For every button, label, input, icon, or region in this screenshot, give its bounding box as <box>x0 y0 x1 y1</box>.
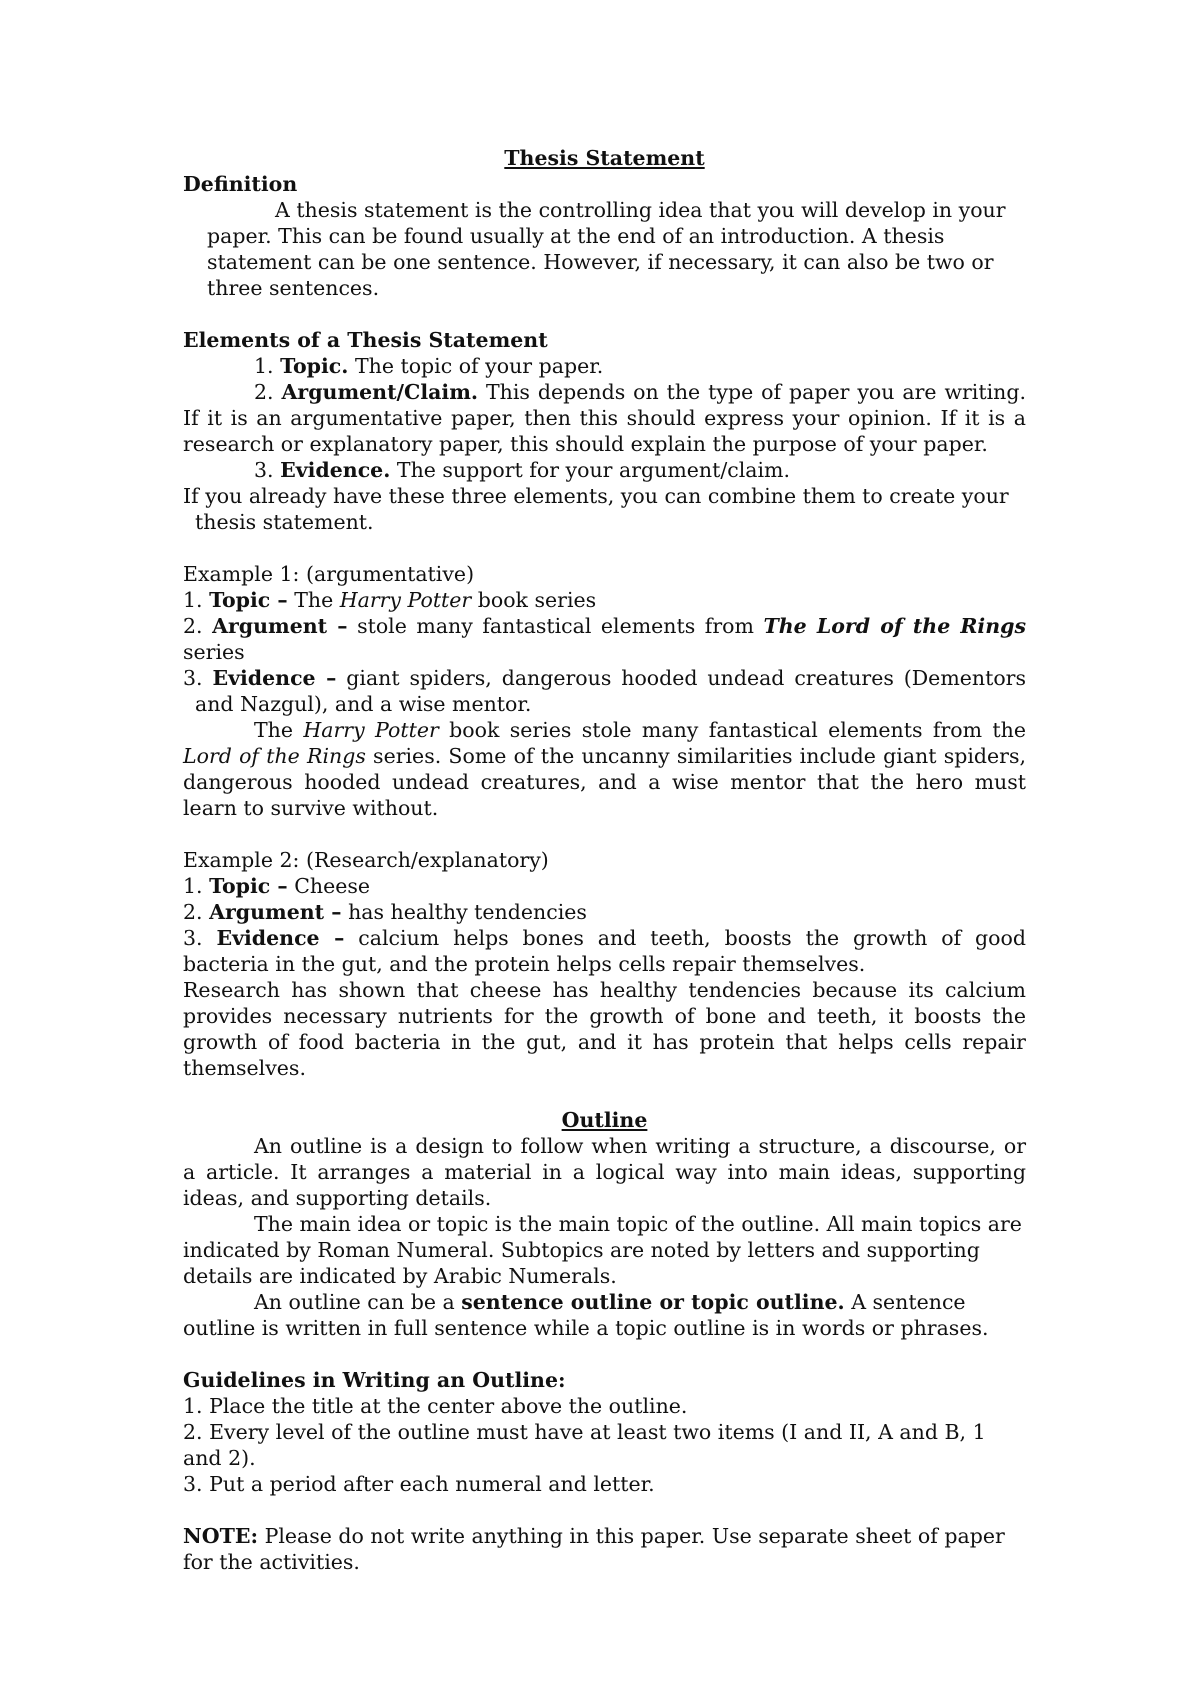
outline-paragraph-2: The main idea or topic is the main topic of the outline. All main topics are indicated by Roman Numeral. Subtopics are noted by letters and supporting details are indicated by Arabic Numerals. <box>183 1212 1022 1288</box>
example1-evidence: 3. Evidence – giant spiders, dangerous hooded undead creatures (Dementors and Nazgul), and a wise mentor. <box>183 666 1026 716</box>
example1-topic: 1. Topic – The Harry Potter book series <box>183 588 597 612</box>
guideline-item: 3. Put a period after each numeral and letter. <box>183 1472 655 1496</box>
element-item-topic: 1. Topic. The topic of your paper. <box>254 354 604 378</box>
example2-topic: 1. Topic – Cheese <box>183 874 370 898</box>
example2-heading: Example 2: (Research/explanatory) <box>183 848 549 872</box>
note-paragraph: NOTE: Please do not write anything in this paper. Use separate sheet of paper for the activities. <box>183 1524 1005 1574</box>
definition-heading: Definition <box>183 172 298 196</box>
element-item-argument: 2. Argument/Claim. This depends on the type of paper you are writing. If it is an argumentative paper, then this should express your opinion. If it is a research or explanatory paper, this should explain the purpose of your paper. <box>183 380 1026 456</box>
note-label: NOTE: <box>183 1524 259 1548</box>
example2-paragraph: Research has shown that cheese has healthy tendencies because its calcium provides necessary nutrients for the growth of bone and teeth, it boosts the growth of food bacteria in the gut, and it has protein that helps cells repair themselves. <box>183 978 1026 1080</box>
outline-title: Outline <box>561 1108 648 1132</box>
example2-argument: 2. Argument – has healthy tendencies <box>183 900 587 924</box>
example1-argument: 2. Argument – stole many fantastical elements from The Lord of the Rings series <box>183 614 1026 664</box>
element-item-evidence: 3. Evidence. The support for your argument/claim. <box>254 458 791 482</box>
guidelines-heading: Guidelines in Writing an Outline: <box>183 1368 566 1392</box>
elements-closing: If you already have these three elements, you can combine them to create your thesis statement. <box>183 484 1009 534</box>
guideline-item: 1. Place the title at the center above the outline. <box>183 1394 688 1418</box>
document-page <box>183 145 1026 1575</box>
page-title: Thesis Statement <box>504 146 705 170</box>
example1-heading: Example 1: (argumentative) <box>183 562 475 586</box>
definition-text: A thesis statement is the controlling idea that you will develop in your paper. This can be found usually at the end of an introduction. A thesis statement can be one sentence. However, if necessary, it can also be two or three sentences. <box>207 198 1006 300</box>
guideline-item: 2. Every level of the outline must have at least two items (I and II, A and B, 1 and 2). <box>183 1420 986 1470</box>
outline-paragraph-3: An outline can be a sentence outline or topic outline. A sentence outline is written in full sentence while a topic outline is in words or phrases. <box>183 1290 989 1340</box>
outline-paragraph-1: An outline is a design to follow when writing a structure, a discourse, or a article. It arranges a material in a logical way into main ideas, supporting ideas, and supporting details. <box>183 1134 1026 1210</box>
example2-evidence: 3. Evidence – calcium helps bones and teeth, boosts the growth of good bacteria in the gut, and the protein helps cells repair themselves. <box>183 926 1026 976</box>
elements-heading: Elements of a Thesis Statement <box>183 328 548 352</box>
example1-paragraph: The Harry Potter book series stole many fantastical elements from the Lord of the Rings series. Some of the uncanny similarities include giant spiders, dangerous hooded undead creatures, and a wise mentor that the hero must learn to survive without. <box>183 718 1026 820</box>
